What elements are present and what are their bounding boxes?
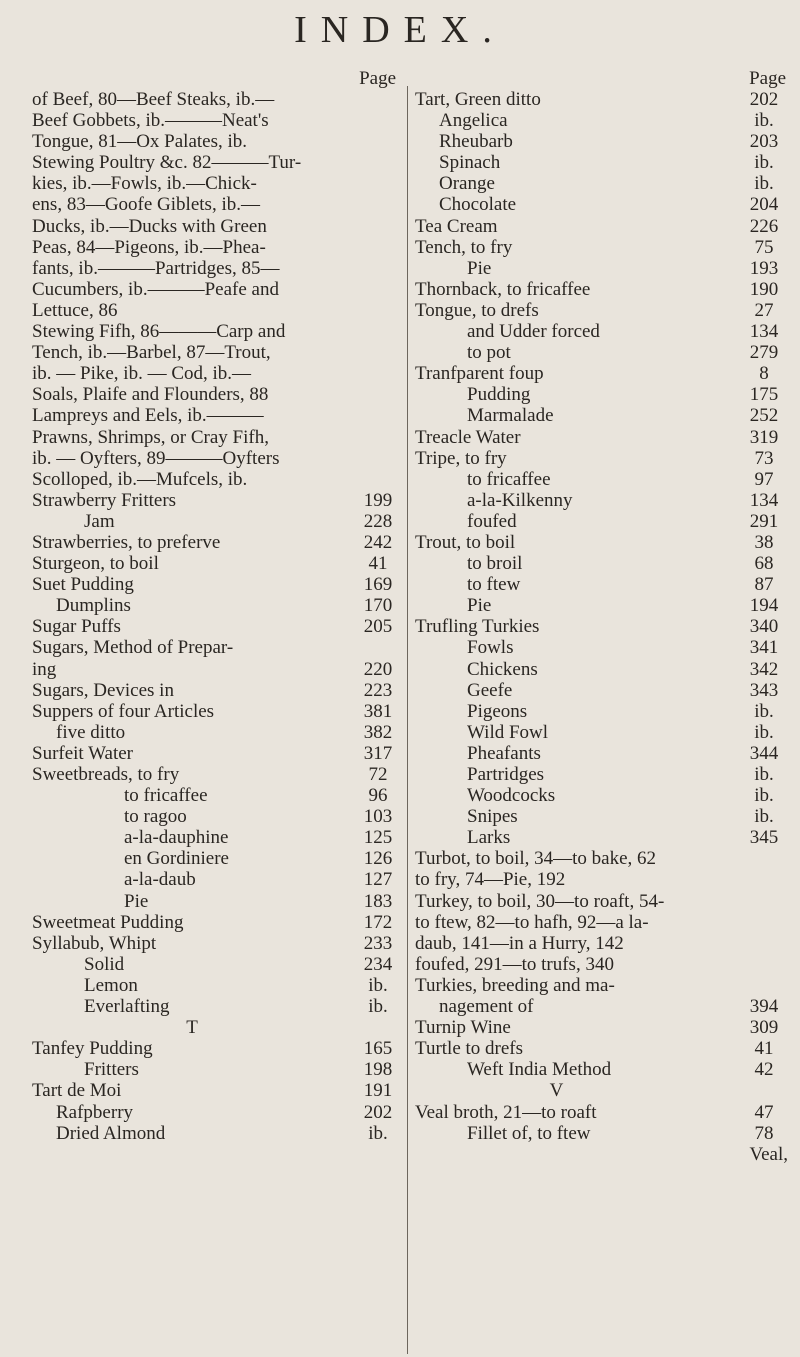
index-entry	[415, 511, 790, 532]
index-entries-t-cont	[415, 89, 790, 848]
index-entry	[415, 1017, 790, 1038]
index-entry	[32, 869, 404, 890]
index-entry	[415, 384, 790, 405]
entry-text: to ragoo	[124, 806, 187, 828]
entry-text: Angelica	[439, 110, 508, 132]
entry-page-number: 97	[754, 468, 774, 490]
line-text: Tench, ib.—Barbel, 87—Trout,	[32, 342, 271, 364]
index-entry	[32, 659, 404, 680]
entry-page-number: 394	[749, 996, 779, 1018]
entry-page-number: 204	[749, 194, 779, 216]
index-entry	[32, 1102, 404, 1123]
entry-page-number: 341	[749, 637, 779, 659]
entry-text: Suet Pudding	[32, 574, 134, 596]
line-text: Lampreys and Eels, ib.———	[32, 405, 264, 427]
entry-page-number: 27	[754, 299, 774, 321]
entry-page-number: 382	[363, 721, 393, 743]
entry-page-number: 8	[759, 363, 769, 385]
entry-page-number: 73	[754, 447, 774, 469]
index-entries-t-end	[415, 975, 790, 1080]
entry-text: Thornback, to fricaffee	[415, 278, 591, 300]
entry-text: Sweetmeat Pudding	[32, 911, 184, 933]
entry-page-number: 134	[749, 489, 779, 511]
line-text: Cucumbers, ib.———Peafe and	[32, 278, 279, 300]
entry-text: to fricaffee	[467, 468, 551, 490]
line-text: Peas, 84—Pigeons, ib.—Phea-	[32, 236, 266, 258]
entry-page-number: 203	[749, 131, 779, 153]
index-entry	[415, 490, 790, 511]
index-entry	[415, 637, 790, 658]
entry-text: a-la-dauphine	[124, 827, 229, 849]
entry-page-number: 78	[754, 1122, 774, 1144]
entry-text: a-la-Kilkenny	[467, 489, 573, 511]
line-text: Prawns, Shrimps, or Cray Fifh,	[32, 426, 269, 448]
entry-page-number: 343	[749, 679, 779, 701]
entry-page-number: ib.	[754, 785, 774, 807]
entry-text: to fricaffee	[124, 785, 208, 807]
entry-text: Treacle Water	[415, 426, 521, 448]
entry-page-number: 202	[363, 1101, 393, 1123]
entry-page-number: 220	[363, 658, 393, 680]
index-entries-s	[32, 490, 404, 1017]
entry-page-number: ib.	[368, 1122, 388, 1144]
entry-page-number: 175	[749, 384, 779, 406]
entry-page-number: ib.	[754, 173, 774, 195]
entry-page-number: 340	[749, 616, 779, 638]
section-letter-v: V	[549, 1080, 564, 1102]
entry-page-number: 202	[749, 89, 779, 110]
index-entry	[32, 595, 404, 616]
entry-page-number: 193	[749, 257, 779, 279]
index-entry	[415, 131, 790, 152]
entry-page-number: 242	[363, 531, 393, 553]
entry-text: Surfeit Water	[32, 742, 134, 764]
entry-text: Tart, Green ditto	[415, 89, 541, 110]
text-line	[32, 173, 404, 194]
entry-page-number: 226	[749, 215, 779, 237]
entry-text: to pot	[467, 342, 511, 364]
entry-text: Orange	[439, 173, 495, 195]
entry-text: Jam	[84, 510, 115, 532]
entry-text: Sweetbreads, to fry	[32, 764, 180, 785]
entry-page-number: 228	[363, 510, 393, 532]
index-entry	[32, 891, 404, 912]
entry-page-number: ib.	[754, 806, 774, 828]
text-line	[32, 448, 404, 469]
entry-text: Pie	[467, 595, 492, 617]
index-entry	[32, 680, 404, 701]
index-entry	[415, 216, 790, 237]
entry-text: Partridges	[467, 764, 545, 785]
index-entry	[415, 363, 790, 384]
index-entry	[32, 848, 404, 869]
text-line	[32, 342, 404, 363]
index-entry	[415, 806, 790, 827]
line-text: to ftew, 82—to hafh, 92—a la-	[415, 911, 649, 933]
entry-text: ing	[32, 658, 57, 680]
entry-page-number: 126	[363, 848, 393, 870]
index-entry	[32, 637, 404, 658]
entry-text: to broil	[467, 553, 523, 575]
entry-text: Syllabub, Whipt	[32, 932, 157, 954]
index-entry	[415, 1102, 790, 1123]
index-entry	[415, 469, 790, 490]
index-entry	[32, 1059, 404, 1080]
entry-page-number: 223	[363, 679, 393, 701]
text-line	[32, 279, 404, 300]
text-line	[415, 954, 790, 975]
entry-page-number: ib.	[368, 974, 388, 996]
index-entry	[415, 701, 790, 722]
entry-text: Rafpberry	[56, 1101, 134, 1123]
index-entry	[32, 996, 404, 1017]
index-entry	[32, 764, 404, 785]
index-entry	[415, 173, 790, 194]
line-text: Turbot, to boil, 34—to bake, 62	[415, 848, 657, 870]
entry-text: nagement of	[439, 996, 534, 1018]
line-text: fants, ib.———Partridges, 85—	[32, 257, 280, 279]
entry-text: Fillet of, to ftew	[467, 1122, 591, 1144]
line-text: Stewing Fifh, 86———Carp and	[32, 321, 286, 343]
entry-page-number: 41	[368, 553, 388, 575]
entry-page-number: 125	[363, 827, 393, 849]
line-text: of Beef, 80—Beef Steaks, ib.—	[32, 89, 275, 110]
entry-text: Chickens	[467, 658, 538, 680]
entry-page-number: 169	[363, 574, 393, 596]
entry-page-number: 42	[754, 1059, 774, 1081]
index-entry	[32, 1080, 404, 1101]
line-text: ens, 83—Goofe Giblets, ib.—	[32, 194, 260, 216]
index-entry	[32, 785, 404, 806]
entry-page-number: 309	[749, 1017, 779, 1039]
index-entry	[415, 321, 790, 342]
text-line	[32, 152, 404, 173]
entry-text: Geefe	[467, 679, 513, 701]
entry-text: Tranfparent foup	[415, 363, 544, 385]
line-text: Stewing Poultry &c. 82———Tur-	[32, 152, 302, 174]
entry-text: Pie	[467, 257, 492, 279]
index-entry	[415, 405, 790, 426]
index-entry	[32, 806, 404, 827]
entry-text: Tripe, to fry	[415, 447, 507, 469]
text-line	[415, 933, 790, 954]
entry-text: and Udder forced	[467, 321, 600, 343]
left-column	[32, 68, 404, 1144]
index-entry	[415, 616, 790, 637]
stewing-paragraph	[32, 89, 404, 490]
entry-page-number: 234	[363, 953, 393, 975]
index-entry	[415, 1059, 790, 1080]
entry-page-number: 198	[363, 1059, 393, 1081]
index-entry	[32, 574, 404, 595]
entry-page-number: 72	[368, 764, 388, 785]
entry-page-number: ib.	[368, 996, 388, 1018]
text-line	[32, 237, 404, 258]
text-line	[32, 216, 404, 237]
index-entry	[415, 553, 790, 574]
index-entry	[415, 237, 790, 258]
entry-text: Weft India Method	[467, 1059, 612, 1081]
entry-text: Tench, to fry	[415, 236, 513, 258]
index-entry	[32, 722, 404, 743]
entry-text: Spinach	[439, 152, 501, 174]
entry-page-number: 96	[368, 785, 388, 807]
column-divider	[407, 86, 408, 1354]
entry-page-number: ib.	[754, 152, 774, 174]
index-entry	[415, 785, 790, 806]
entry-page-number: 134	[749, 321, 779, 343]
entry-page-number: 87	[754, 574, 774, 596]
index-entry	[415, 659, 790, 680]
entry-text: Sugars, Devices in	[32, 679, 174, 701]
line-text: kies, ib.—Fowls, ib.—Chick-	[32, 173, 257, 195]
index-entry	[32, 511, 404, 532]
index-entry	[415, 680, 790, 701]
entry-text: Veal broth, 21—to roaft	[415, 1101, 597, 1123]
entry-page-number: 342	[749, 658, 779, 680]
text-line	[32, 384, 404, 405]
entry-text: Pheafants	[467, 742, 541, 764]
entry-text: Dried Almond	[56, 1122, 166, 1144]
entry-page-number: 279	[749, 342, 779, 364]
entry-text: Sugar Puffs	[32, 616, 121, 638]
entry-text: en Gordiniere	[124, 848, 229, 870]
entry-text: Woodcocks	[467, 785, 556, 807]
entry-page-number: 38	[754, 531, 774, 553]
entry-text: Tongue, to drefs	[415, 299, 539, 321]
index-entry	[415, 764, 790, 785]
page-heading: Page	[359, 68, 396, 89]
entry-page-number: 170	[363, 595, 393, 617]
entry-text: Snipes	[467, 806, 518, 828]
entry-text: Lemon	[84, 974, 138, 996]
index-entry	[32, 933, 404, 954]
entry-text: Marmalade	[467, 405, 554, 427]
index-entry	[32, 1038, 404, 1059]
index-entry	[32, 701, 404, 722]
text-line	[32, 321, 404, 342]
index-entry	[415, 743, 790, 764]
entry-page-number: 205	[363, 616, 393, 638]
index-entry	[32, 532, 404, 553]
index-entry	[415, 532, 790, 553]
index-entry	[415, 89, 790, 110]
entry-text: Tanfey Pudding	[32, 1038, 153, 1060]
index-entry	[32, 553, 404, 574]
entry-text: Solid	[84, 953, 125, 975]
entry-page-number: 165	[363, 1038, 393, 1060]
entry-page-number: 252	[749, 405, 779, 427]
line-text: Scolloped, ib.—Mufcels, ib.	[32, 468, 248, 490]
index-entry	[415, 975, 790, 996]
entry-page-number: 75	[754, 236, 774, 258]
index-entry	[415, 110, 790, 131]
entry-text: Suppers of four Articles	[32, 700, 215, 722]
line-text: Ducks, ib.—Ducks with Green	[32, 215, 267, 237]
entry-page-number: 344	[749, 742, 779, 764]
index-entry	[415, 448, 790, 469]
entry-text: Trufling Turkies	[415, 616, 540, 638]
text-line	[32, 131, 404, 152]
entry-text: Strawberry Fritters	[32, 489, 177, 511]
entry-text: foufed	[467, 510, 517, 532]
text-line	[415, 869, 790, 890]
index-entry	[415, 300, 790, 321]
text-line	[415, 891, 790, 912]
line-text: Tongue, 81—Ox Palates, ib.	[32, 131, 248, 153]
line-text: daub, 141—in a Hurry, 142	[415, 932, 624, 954]
entry-text: Wild Fowl	[467, 721, 549, 743]
line-text: ib. — Pike, ib. — Cod, ib.—	[32, 363, 252, 385]
index-entry	[415, 279, 790, 300]
line-text: foufed, 291—to trufs, 340	[415, 953, 614, 975]
index-entry	[415, 427, 790, 448]
entry-text: Pudding	[467, 384, 531, 406]
line-text: Lettuce, 86	[32, 299, 118, 321]
entry-page-number: 194	[749, 595, 779, 617]
entry-page-number: 183	[363, 890, 393, 912]
index-entry	[415, 342, 790, 363]
index-entries-t	[32, 1038, 404, 1143]
entry-text: Everlafting	[84, 996, 170, 1018]
entry-page-number: 233	[363, 932, 393, 954]
turkey-entry	[415, 891, 790, 975]
section-letter-t: T	[186, 1017, 198, 1039]
text-line	[32, 89, 404, 110]
page-heading: Page	[749, 68, 786, 89]
right-column	[415, 68, 790, 1165]
line-text: Beef Gobbets, ib.———Neat's	[32, 110, 269, 132]
entry-text: Turnip Wine	[415, 1017, 511, 1039]
index-entry	[32, 975, 404, 996]
index-entries-v	[415, 1102, 790, 1144]
entry-page-number: 319	[749, 426, 779, 448]
entry-page-number: 190	[749, 278, 779, 300]
index-entry	[415, 595, 790, 616]
entry-text: Rheubarb	[439, 131, 513, 153]
index-entry	[32, 616, 404, 637]
entry-text: Sugars, Method of Prepar-	[32, 637, 234, 659]
text-line	[32, 405, 404, 426]
text-line	[32, 363, 404, 384]
entry-page-number: 191	[363, 1080, 393, 1102]
index-entry	[415, 152, 790, 173]
page-title: INDEX.	[294, 9, 506, 51]
entry-text: a-la-daub	[124, 869, 196, 891]
entry-page-number: ib.	[754, 110, 774, 132]
index-entry	[415, 996, 790, 1017]
catchword: Veal,	[749, 1143, 788, 1165]
entry-text: five ditto	[56, 721, 126, 743]
entry-text: Trout, to boil	[415, 531, 516, 553]
index-entry	[32, 743, 404, 764]
line-text: Soals, Plaife and Flounders, 88	[32, 384, 269, 406]
entry-text: to ftew	[467, 574, 521, 596]
text-line	[32, 469, 404, 490]
entry-text: Fowls	[467, 637, 514, 659]
entry-text: Chocolate	[439, 194, 517, 216]
line-text: ib. — Oyfters, 89———Oyfters	[32, 447, 280, 469]
entry-text: Turtle to drefs	[415, 1038, 524, 1060]
line-text: Turkey, to boil, 30—to roaft, 54-	[415, 890, 665, 912]
entry-page-number: 345	[749, 827, 779, 849]
entry-page-number: ib.	[754, 700, 774, 722]
index-entry	[32, 912, 404, 933]
entry-page-number: 127	[363, 869, 393, 891]
index-entry	[415, 258, 790, 279]
entry-text: Sturgeon, to boil	[32, 553, 159, 575]
entry-text: Dumplins	[56, 595, 131, 617]
entry-page-number: 199	[363, 489, 393, 511]
index-entry	[32, 1123, 404, 1144]
text-line	[32, 194, 404, 215]
entry-page-number: 68	[754, 553, 774, 575]
text-line	[415, 912, 790, 933]
index-entry	[415, 722, 790, 743]
entry-text: Tea Cream	[415, 215, 498, 237]
turbot-entry	[415, 848, 790, 890]
entry-text: Strawberries, to preferve	[32, 531, 221, 553]
entry-text: Pie	[124, 890, 149, 912]
text-line	[32, 300, 404, 321]
entry-page-number: ib.	[754, 721, 774, 743]
index-entry	[415, 1038, 790, 1059]
entry-page-number: ib.	[754, 764, 774, 785]
entry-text: Turkies, breeding and ma-	[415, 974, 615, 996]
text-line	[32, 110, 404, 131]
text-line	[32, 258, 404, 279]
entry-text: Fritters	[84, 1059, 139, 1081]
entry-page-number: 317	[363, 742, 393, 764]
index-entry	[32, 827, 404, 848]
entry-text: Pigeons	[467, 700, 528, 722]
entry-page-number: 381	[363, 700, 393, 722]
entry-page-number: 41	[754, 1038, 774, 1060]
index-entry	[415, 194, 790, 215]
index-entry	[415, 1123, 790, 1144]
entry-text: Tart de Moi	[32, 1080, 122, 1102]
line-text: to fry, 74—Pie, 192	[415, 869, 566, 891]
entry-page-number: 172	[363, 911, 393, 933]
entry-page-number: 291	[749, 510, 779, 532]
index-entry	[32, 954, 404, 975]
entry-page-number: 47	[754, 1101, 774, 1123]
text-line	[32, 427, 404, 448]
index-entry	[32, 490, 404, 511]
entry-page-number: 103	[363, 806, 393, 828]
index-entry	[415, 827, 790, 848]
index-entry	[415, 574, 790, 595]
text-line	[415, 848, 790, 869]
entry-text: Larks	[467, 827, 511, 849]
